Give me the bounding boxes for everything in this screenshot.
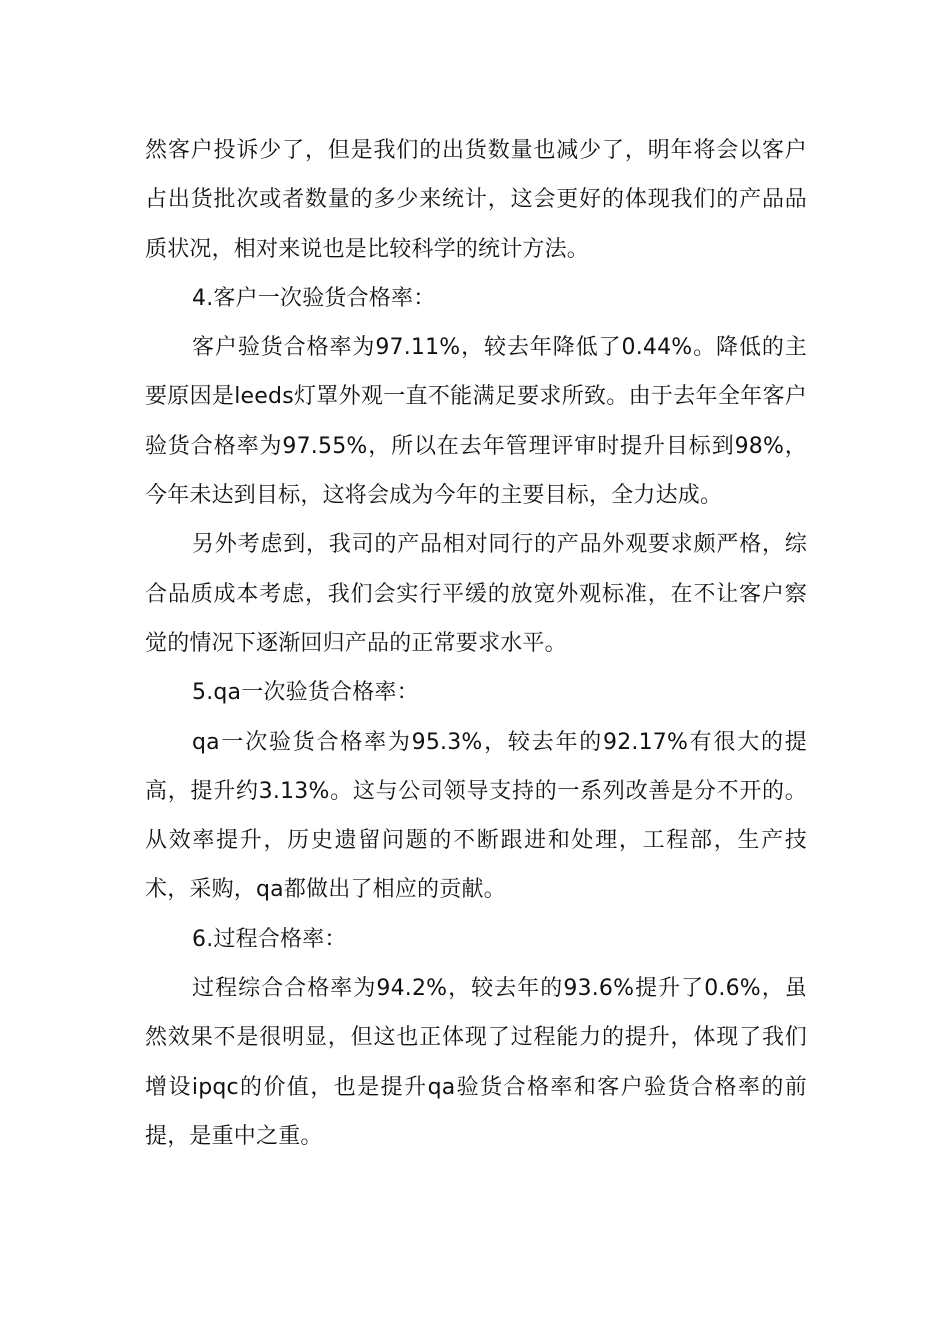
paragraph-continuation: 然客户投诉少了，但是我们的出货数量也减少了，明年将会以客户占出货批次或者数量的多少来统计，这会更好的体现我们的产品品质状况，相对来说也是比较科学的统计方法。	[145, 138, 807, 262]
paragraph-process-pass-rate: 过程综合合格率为94.2%，较去年的93.6%提升了0.6%，虽然效果不是很明显，但这也正体现了过程能力的提升，体现了我们增设ipqc的价值，也是提升qa验货合格率和客户验货合格率的前提，是重中之重。	[145, 976, 807, 1149]
document-body	[145, 126, 807, 1161]
heading-customer-pass-rate: 4.客户一次验货合格率：	[192, 285, 436, 311]
paragraph-customer-pass-rate: 客户验货合格率为97.11%，较去年降低了0.44%。降低的主要原因是leeds灯罩外观一直不能满足要求所致。由于去年全年客户验货合格率为97.55%，所以在去年管理评审时提升目标到98%，今年未达到目标，这将会成为今年的主要目标，全力达成。	[145, 335, 807, 509]
heading-qa-pass-rate: 5.qa一次验货合格率：	[192, 680, 419, 706]
heading-process-pass-rate: 6.过程合格率：	[192, 926, 347, 952]
paragraph-appearance-standard: 另外考虑到，我司的产品相对同行的产品外观要求颇严格，综合品质成本考虑，我们会实行平缓的放宽外观标准，在不让客户察觉的情况下逐渐回归产品的正常要求水平。	[145, 532, 807, 656]
paragraph-qa-pass-rate: qa一次验货合格率为95.3%，较去年的92.17%有很大的提高，提升约3.13%。这与公司领导支持的一系列改善是分不开的。从效率提升，历史遗留问题的不断跟进和处理，工程部，生产技术，采购，qa都做出了相应的贡献。	[145, 729, 807, 903]
